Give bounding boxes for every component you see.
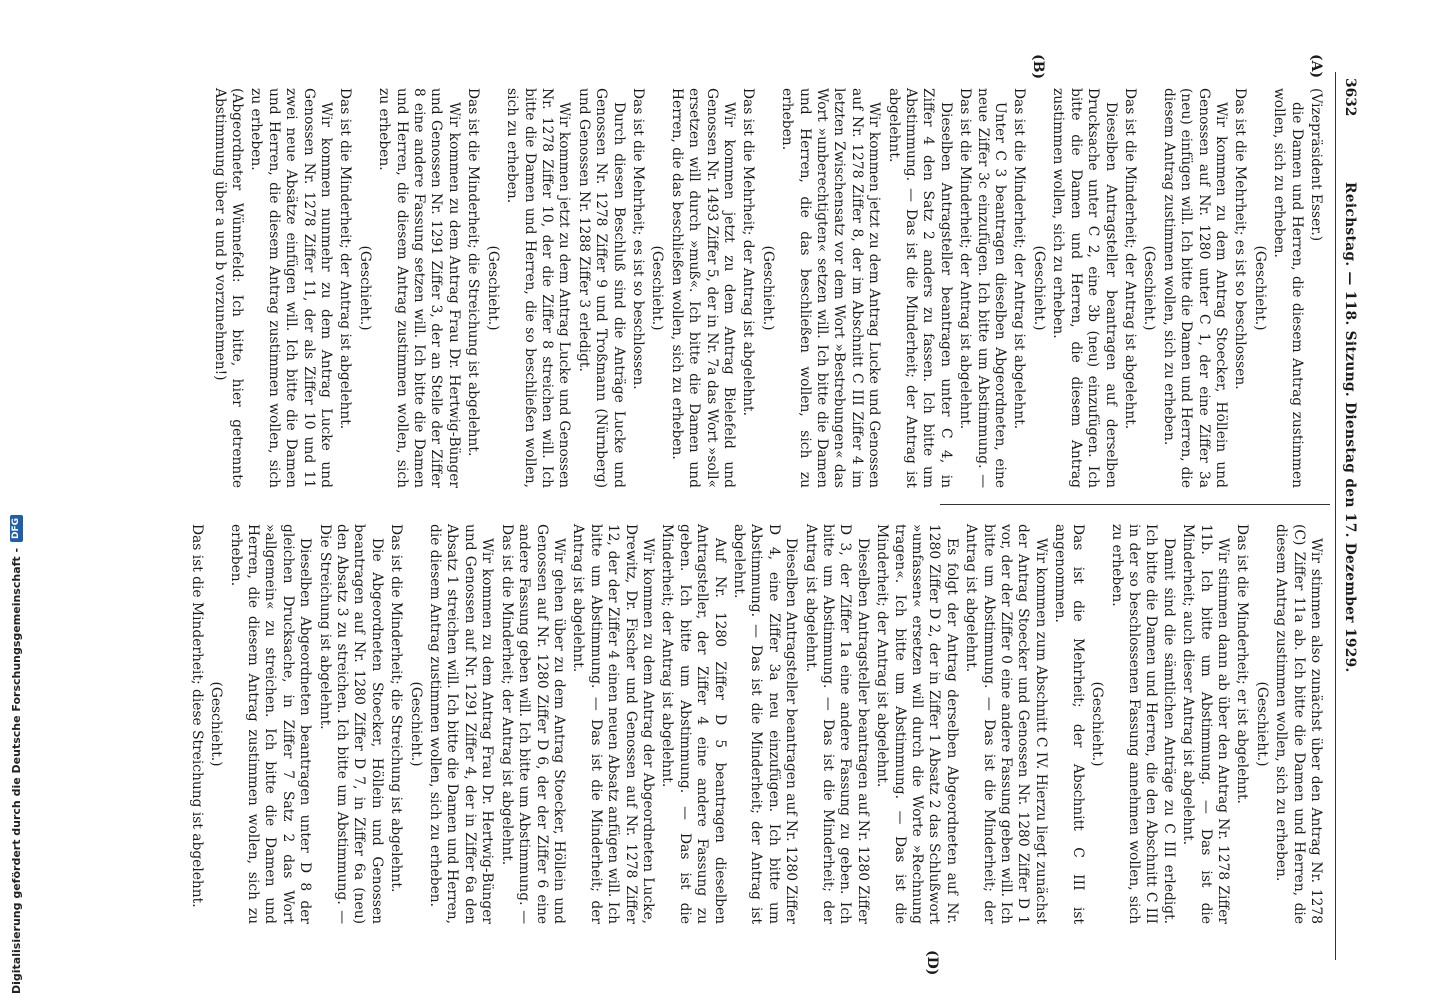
paragraph: Dieselben Antragsteller beantragen auf Nr. 1280 Ziffer D 4, eine Ziffer 3a neu einzufügen. Ich bitte um Abstimmung. — Das ist die Minderheit; der Antrag ist abgelehnt. xyxy=(731,524,800,924)
vote-result: Das ist die Minderheit; die Streichung ist abgelehnt. xyxy=(465,88,482,457)
paragraph: Auf Nr. 1280 Ziffer D 5 beantragen dieselben Antragsteller, der Ziffer 4 eine andere Fassung zu geben. Ich bitte um Abstimmung. — Das ist die Minderheit; der Antrag ist abgelehnt. xyxy=(659,524,728,924)
left-column xyxy=(208,88,1324,488)
stage-direction: (Geschieht.) xyxy=(484,245,501,331)
document-page xyxy=(110,54,1358,976)
paragraph: Wir kommen jetzt zu dem Antrag Lucke und Genossen auf Nr. 1278 Ziffer 8, der im Abschnitt C III Ziffer 4 im letzten Zwischensatz vor dem Wort »Bestrebungen« das Wort »unberechtigten« setzen will. Ich bitte die Damen und Herren, die das beschließen wollen, sich zu erheben. xyxy=(779,88,883,488)
stage-direction: (Geschieht.) xyxy=(1089,681,1106,767)
stage-direction: (Geschieht.) xyxy=(649,245,666,331)
stage-direction: (Geschieht.) xyxy=(759,245,776,331)
stage-direction: (Geschieht.) xyxy=(1030,245,1047,331)
margin-marker-a: (A) xyxy=(1308,54,1324,79)
interjection: (Vizepräsident Esser.) xyxy=(1308,88,1324,242)
paragraph: Durch diesen Beschluß sind die Anträge Lucke und Genossen Nr. 1278 Ziffer 9 und Troßmann (Nürnberg) und Genossen Nr. 1288 Ziffer 3 erledigt. xyxy=(575,88,627,488)
stage-direction: (Geschieht.) xyxy=(407,681,424,767)
paragraph: Wir stimmen dann ab über den Antrag Nr. 1278 Ziffer 11b. Ich bitte um Abstimmung. — Das ist die Minderheit; auch dieser Antrag ist abgelehnt. xyxy=(1180,524,1231,924)
vote-result: Das ist die Mehrheit; es ist so beschlossen. xyxy=(1232,88,1249,390)
right-column xyxy=(185,524,1324,924)
margin-marker-d: (D) xyxy=(924,950,940,976)
page-header xyxy=(1335,72,1358,960)
paragraph: Unter C 3 beantragen dieselben Abgeordneten, eine neue Ziffer 3c einzufügen. Ich bitte um Abstimmung. — Das ist die Minderheit; der Antrag ist abgelehnt. xyxy=(957,88,1009,488)
paragraph: Es folgt der Antrag derselben Abgeordneten auf Nr. 1280 Ziffer D 2, der in Ziffer 1 Absatz 2 das Schlußwort »umfassen« ersetzen will durch die Worte »Rechnung tragen«. Ich bitte um Abstimmung. — Das ist die Minderheit; der Antrag ist abgelehnt. xyxy=(874,524,960,924)
paragraph: Wir gehen über zu dem Antrag Stoecker, Höllein und Genossen auf Nr. 1280 Ziffer D 6, der der Ziffer 6 eine andere Fassung geben will. Ich bitte um Abstimmung. — Das ist die Minderheit; der Antrag ist abgelehnt. xyxy=(498,524,567,924)
stage-direction: (Geschieht.) xyxy=(208,681,225,767)
paragraph: Wir kommen zu dem Antrag Stoecker, Höllein und Genossen auf Nr. 1280 unter C 1, der eine Ziffer 3a (neu) einfügen will. Ich bitte die Damen und Herren, die diesem Antrag zustimmen wollen, sich zu erheben. xyxy=(1160,88,1229,488)
page-number: 3632 xyxy=(1342,78,1358,117)
stage-direction: (Geschieht.) xyxy=(1141,245,1158,331)
vote-result: Das ist die Minderheit; die Streichung ist abgelehnt. xyxy=(388,524,405,893)
paragraph: Dieselben Antragsteller beantragen unter C 4, in Ziffer 4 den Satz 2 anders zu fassen. Ich bitte um Abstimmung. — Das ist die Minderheit; der Antrag ist abgelehnt. xyxy=(885,88,954,488)
vote-result: Das ist die Minderheit; der Antrag ist abgelehnt. xyxy=(1011,88,1028,430)
vote-result: Das ist die Mehrheit; es ist so beschlossen. xyxy=(629,88,646,390)
paragraph: Wir kommen jetzt zu dem Antrag Lucke und Genossen Nr. 1278 Ziffer 10, der die Ziffer 8 streichen will. Ich bitte die Damen und Herren, die so beschließen wollen, sich zu erheben. xyxy=(504,88,573,488)
column-divider xyxy=(940,504,1330,505)
paragraph: Wir stimmen also zunächst über den Antrag Nr. 1278 (C) Ziffer 11a ab. Ich bitte die Damen und Herren, die diesem Antrag zustimmen wollen, sich zu erheben. xyxy=(1273,524,1324,924)
paragraph: Wir kommen zu dem Antrag der Abgeordneten Lucke, Drewitz, Dr. Fischer und Genossen auf Nr. 1278 Ziffer 12, der der Ziffer 4 einen neuen Absatz anfügen will. Ich bitte um Abstimmung. — Das ist die Minderheit; der Antrag ist abgelehnt. xyxy=(570,524,656,924)
paragraph: Dieselben Abgeordneten beantragen unter D 8 der gleichen Drucksache, in Ziffer 7 Satz 2 das Wort »allgemein« zu streichen. Ich bitte die Damen und Herren, die diesem Antrag zustimmen wollen, sich zu erheben. xyxy=(227,524,314,924)
paragraph: Dieselben Antragsteller beantragen auf derselben Drucksache unter C 2, eine 3b (neu) einzufügen. Ich bitte die Damen und Herren, die diesem Antrag zustimmen wollen, sich zu erheben. xyxy=(1050,88,1119,488)
vote-result: Das ist die Minderheit; er ist abgelehnt. xyxy=(1234,524,1251,804)
paragraph: Wir kommen zum Abschnitt C IV. Hierzu liegt zunächst der Antrag Stoecker und Genossen Nr. 1280 Ziffer D 1 vor, der der Ziffer 0 eine andere Fassung geben will. Ich bitte um Abstimmung. — Das ist die Minderheit; der Antrag ist abgelehnt. xyxy=(963,524,1049,924)
margin-marker-b: (B) xyxy=(1030,54,1046,80)
dfg-logo: DFG xyxy=(10,515,23,542)
interjection: (Abgeordneter Wünnefeld: Ich bitte, hier getrennte Abstimmung über a und b vorzunehmen!) xyxy=(211,88,246,488)
paragraph: Dieselben Antragsteller beantragen auf Nr. 1280 Ziffer D 3, der Ziffer 1a eine andere Fassung zu geben. Ich bitte um Abstimmung. — Das ist die Minderheit; der Antrag ist abgelehnt. xyxy=(802,524,871,924)
vote-result: Das ist die Minderheit; der Antrag ist abgelehnt. xyxy=(1121,88,1138,430)
paragraph: Damit sind die sämtlichen Anträge zu C III erledigt. Ich bitte die Damen und Herren, die den Abschnitt C III in der so beschlossenen Fassung annehmen wollen, sich zu erheben. xyxy=(1108,524,1177,924)
stage-direction: (Geschieht.) xyxy=(356,245,373,331)
page-title: Reichstag. — 118. Sitzung. Dienstag den 17. Dezember 1929. xyxy=(1342,182,1358,673)
paragraph: Wir kommen zu dem Antrag Frau Dr. Hertwig-Bünger und Genossen Nr. 1291 Ziffer 3, der an Stelle der Ziffer 8 eine andere Fassung setzen will. Ich bitte die Damen und Herren, die diesem Antrag zustimmen wollen, sich zu erheben. xyxy=(376,88,462,488)
footer-text: Digitalisierung gefördert durch die Deutsche Forschungsgemeinschaft - xyxy=(9,547,23,994)
paragraph: Wir kommen zu dem Antrag Frau Dr. Hertwig-Bünger und Genossen auf Nr. 1291 Ziffer 4, der in Ziffer 6a den Absatz 1 streichen will. Ich bitte die Damen und Herren, die diesem Antrag zustimmen wollen, sich zu erheben. xyxy=(427,524,496,924)
vote-result: Das ist die Minderheit; diese Streichung ist abgelehnt. xyxy=(188,524,205,908)
stage-direction: (Geschieht.) xyxy=(1253,681,1270,767)
paragraph: Die Abgeordneten Stoecker, Höllein und Genossen beantragen auf Nr. 1280 Ziffer D 7, in Ziffer 6a (neu) den Absatz 3 zu streichen. Ich bitte um Abstimmung. — Die Streichung ist abgelehnt. xyxy=(316,524,385,924)
paragraph: Wir kommen jetzt zu dem Antrag Bielefeld und Genossen Nr. 1493 Ziffer 5, der in Nr. 7a das Wort »soll« ersetzen will durch »muß«. Ich bitte die Damen und Herren, die das beschließen wollen, sich zu erheben. xyxy=(668,88,737,488)
vote-result: Das ist die Mehrheit; der Antrag ist abgelehnt. xyxy=(740,88,757,416)
vote-result: Das ist die Mehrheit; der Abschnitt C III ist angenommen. xyxy=(1052,524,1086,924)
footer-credit xyxy=(6,0,26,994)
paragraph: die Damen und Herren, die diesem Antrag zustimmen wollen, sich zu erheben. xyxy=(1271,88,1305,488)
stage-direction: (Geschieht.) xyxy=(1251,245,1268,331)
paragraph: Wir kommen nunmehr zu dem Antrag Lucke und Genossen Nr. 1278 Ziffer 11, der als Ziffer 10 und 11 zwei neue Absätze einfügen will. Ich bitte die Damen und Herren, die diesem Antrag zustimmen wollen, sich zu erheben. xyxy=(248,88,335,488)
vote-result: Das ist die Minderheit; der Antrag ist abgelehnt. xyxy=(337,88,354,430)
